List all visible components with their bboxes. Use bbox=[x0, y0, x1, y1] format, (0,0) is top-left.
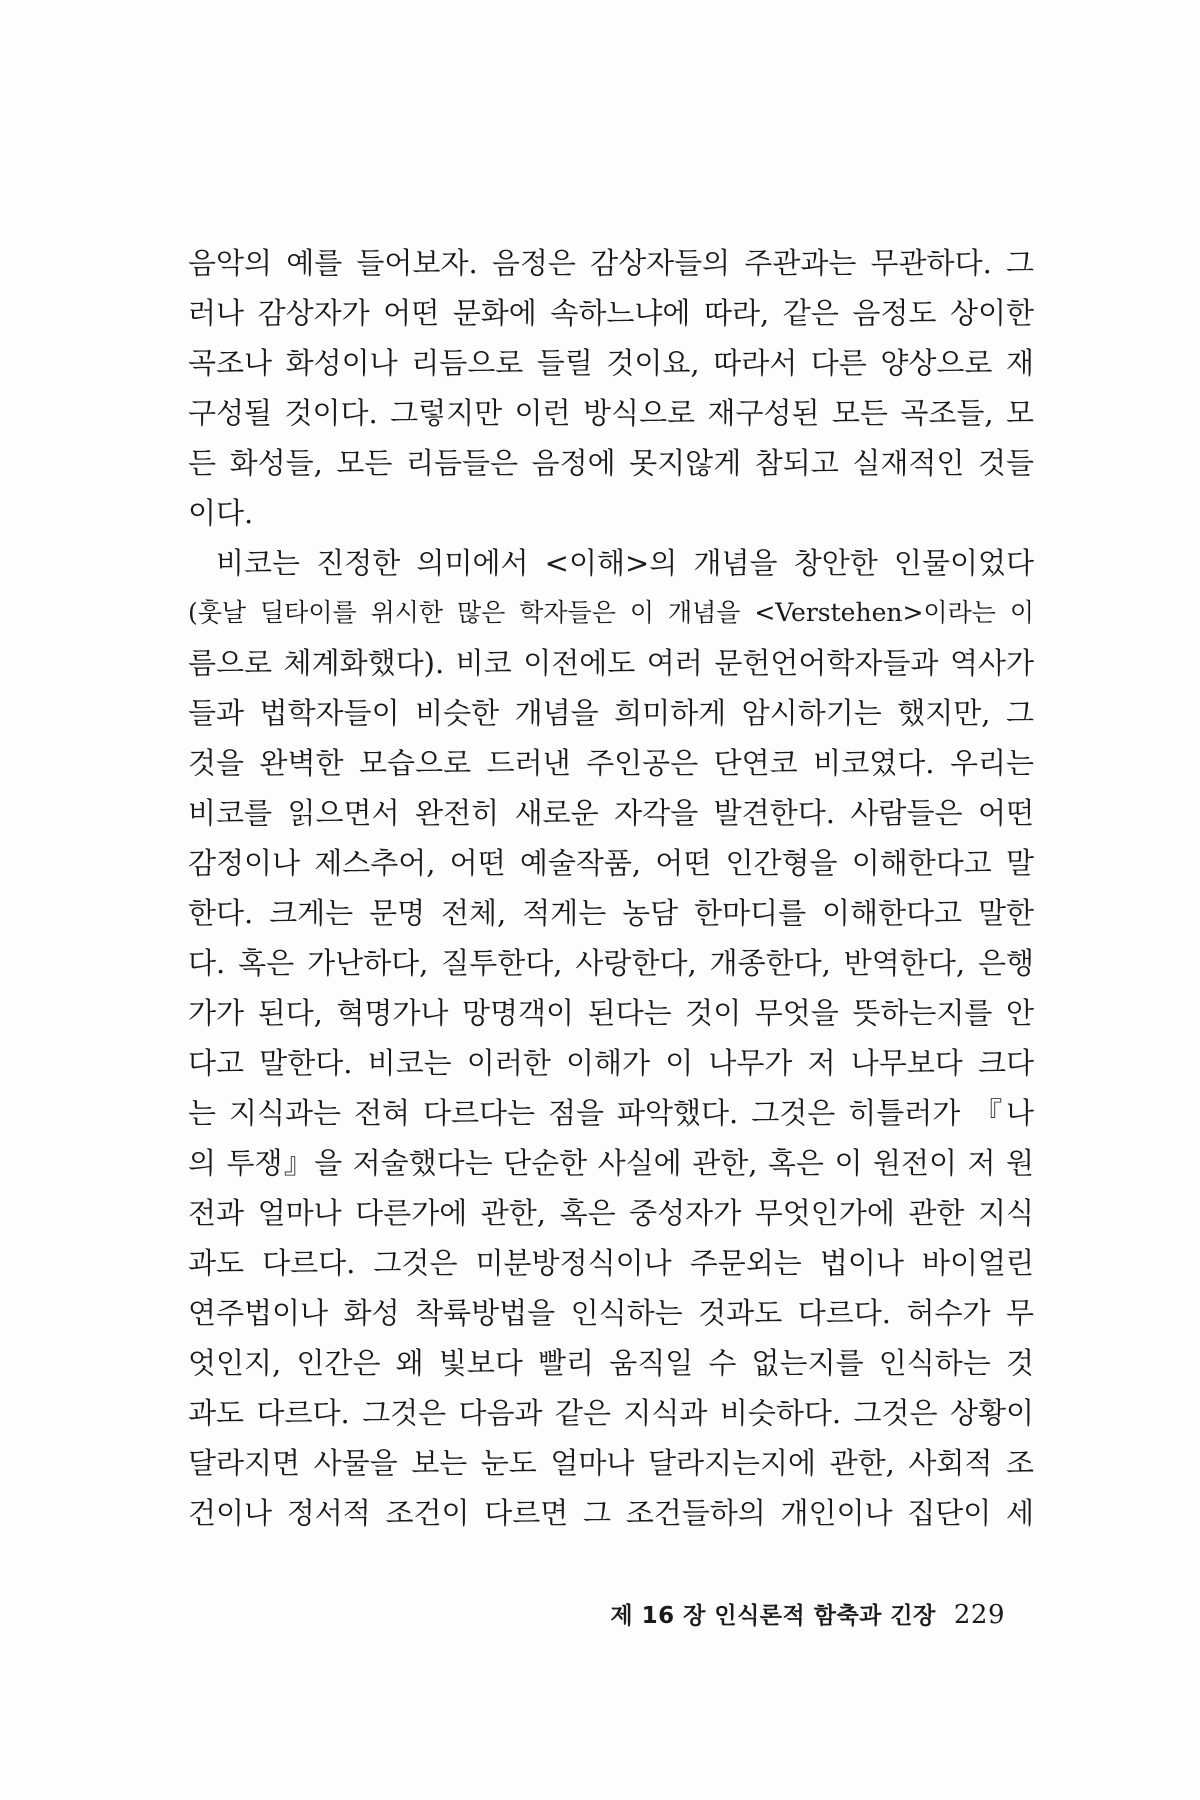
text-line: 의 투쟁』을 저술했다는 단순한 사실에 관한, 혹은 이 원전이 저 원 bbox=[188, 1146, 1034, 1180]
text-line: 것을 완벽한 모습으로 드러낸 주인공은 단연코 비코였다. 우리는 bbox=[188, 746, 1034, 780]
text-line: 러나 감상자가 어떤 문화에 속하느냐에 따라, 같은 음정도 상이한 bbox=[188, 296, 1034, 330]
text-line: 감정이나 제스추어, 어떤 예술작품, 어떤 인간형을 이해한다고 말 bbox=[188, 846, 1034, 880]
text-line: 과도 다르다. 그것은 미분방정식이나 주문외는 법이나 바이얼린 bbox=[188, 1246, 1034, 1280]
text-line: 들과 법학자들이 비슷한 개념을 희미하게 암시하기는 했지만, 그 bbox=[188, 696, 1034, 730]
text-line: 다고 말한다. 비코는 이러한 이해가 이 나무가 저 나무보다 크다 bbox=[188, 1046, 1034, 1080]
text-line: 달라지면 사물을 보는 눈도 얼마나 달라지는지에 관한, 사회적 조 bbox=[188, 1446, 1034, 1480]
page-number: 229 bbox=[953, 1600, 1005, 1630]
text-line: 비코는 진정한 의미에서 <이해>의 개념을 창안한 인물이었다 bbox=[216, 546, 1034, 580]
text-line: 는 지식과는 전혀 다르다는 점을 파악했다. 그것은 히틀러가 『나 bbox=[188, 1096, 1034, 1130]
text-line: 이다. bbox=[188, 496, 254, 530]
text-line: 음악의 예를 들어보자. 음정은 감상자들의 주관과는 무관하다. 그 bbox=[188, 246, 1034, 280]
text-line: 전과 얼마나 다른가에 관한, 혹은 중성자가 무엇인가에 관한 지식 bbox=[188, 1196, 1034, 1230]
page-footer bbox=[610, 1597, 1005, 1630]
text-line: 다. 혹은 가난하다, 질투한다, 사랑한다, 개종한다, 반역한다, 은행 bbox=[188, 946, 1034, 980]
text-line: (훗날 딜타이를 위시한 많은 학자들은 이 개념을 <Verstehen>이라는 이 bbox=[188, 598, 1034, 627]
text-line: 구성될 것이다. 그렇지만 이런 방식으로 재구성된 모든 곡조들, 모 bbox=[188, 396, 1034, 430]
text-line: 비코를 읽으면서 완전히 새로운 자각을 발견한다. 사람들은 어떤 bbox=[188, 796, 1034, 830]
text-line: 곡조나 화성이나 리듬으로 들릴 것이요, 따라서 다른 양상으로 재 bbox=[188, 346, 1034, 380]
text-line: 든 화성들, 모든 리듬들은 음정에 못지않게 참되고 실재적인 것들 bbox=[188, 446, 1034, 480]
text-line: 한다. 크게는 문명 전체, 적게는 농담 한마디를 이해한다고 말한 bbox=[188, 896, 1034, 930]
body-text bbox=[188, 238, 1034, 1538]
running-head: 제 16 장 인식론적 함축과 긴장 bbox=[610, 1603, 936, 1629]
text-line: 가가 된다, 혁명가나 망명객이 된다는 것이 무엇을 뜻하는지를 안 bbox=[188, 996, 1034, 1030]
text-line: 건이나 정서적 조건이 다르면 그 조건들하의 개인이나 집단이 세 bbox=[188, 1496, 1034, 1530]
text-line: 엇인지, 인간은 왜 빛보다 빨리 움직일 수 없는지를 인식하는 것 bbox=[188, 1346, 1034, 1380]
text-line: 과도 다르다. 그것은 다음과 같은 지식과 비슷하다. 그것은 상황이 bbox=[188, 1396, 1034, 1430]
text-line: 연주법이나 화성 착륙방법을 인식하는 것과도 다르다. 허수가 무 bbox=[188, 1296, 1034, 1330]
text-line: 름으로 체계화했다). 비코 이전에도 여러 문헌언어학자들과 역사가 bbox=[188, 646, 1034, 680]
